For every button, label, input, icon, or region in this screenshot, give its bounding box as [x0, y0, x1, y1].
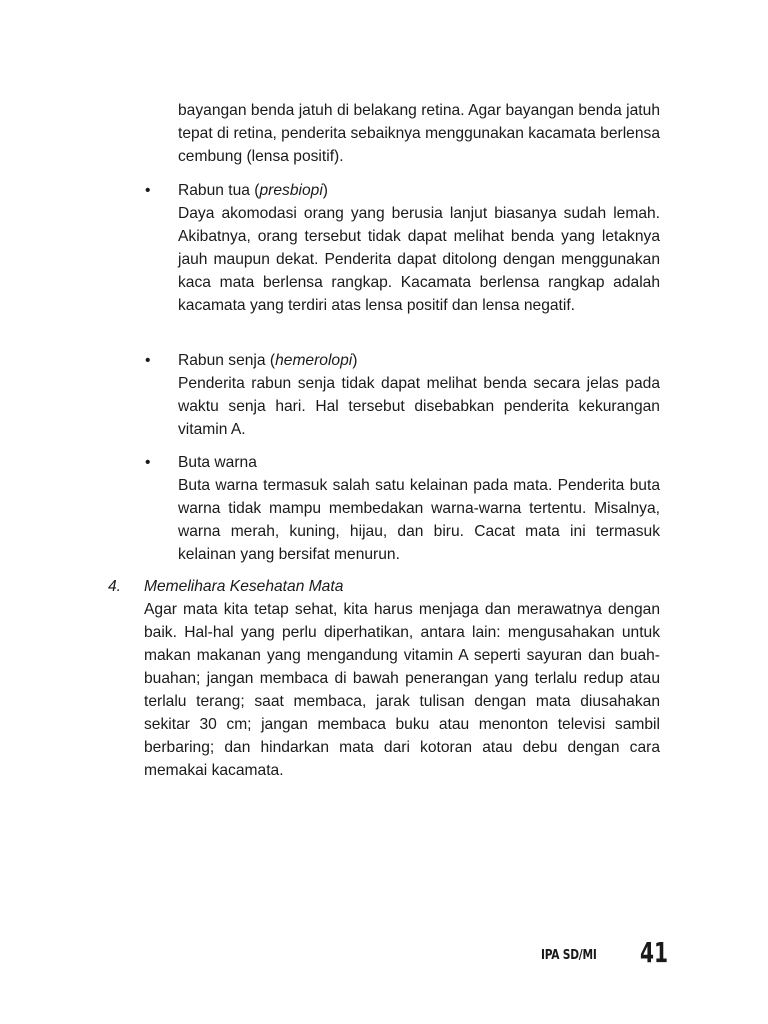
bullet-body [178, 349, 660, 441]
bullet-term: hemerolopi [275, 352, 353, 369]
section-body [144, 575, 660, 782]
bullet-body [178, 451, 660, 566]
bullet-term: presbiopi [259, 182, 323, 199]
bullet-text: Daya akomodasi orang yang berusia lanjut biasanya sudah lemah. Akibatnya, orang tersebut tidak dapat melihat benda yang letaknya jauh maupun dekat. Penderita dapat ditolong dengan menggunakan kaca mata berlensa rangkap. Kacamata berlensa rangkap adalah kacamata yang terdiri atas lensa positif dan lensa negatif. [178, 205, 660, 314]
bullet-icon: • [145, 352, 151, 369]
footer-book-label: IPA SD/MI [541, 948, 597, 963]
bullet-title: Buta warna [178, 454, 257, 471]
footer-page-number: 41 [640, 936, 669, 969]
continuation-paragraph: bayangan benda jatuh di belakang retina. Agar bayangan benda jatuh tepat di retina, penderita sebaiknya menggunakan kacamata berlensa cembung (lensa positif). [178, 102, 660, 165]
bullet-icon: • [145, 182, 151, 199]
bullet-text: Buta warna termasuk salah satu kelainan pada mata. Penderita buta warna tidak mampu membedakan warna-warna tertentu. Misalnya, warna merah, kuning, hijau, dan biru. Cacat mata ini termasuk kelainan yang bersifat menurun. [178, 477, 660, 563]
bullet-icon: • [145, 454, 151, 471]
section-text: Agar mata kita tetap sehat, kita harus menjaga dan merawatnya dengan baik. Hal-hal yang perlu diperhatikan, antara lain: mengusahakan untuk makan makanan yang mengandung vitamin A seperti sayuran dan buah-buahan; jangan membaca di bawah penerangan yang terlalu redup atau terlalu terang; saat membaca, jarak tulisan dengan mata diusahakan sekitar 30 cm; jangan membaca buku atau menonton televisi sambil berbaring; dan hindarkan mata dari kotoran atau debu dengan cara memakai kacamata. [144, 601, 660, 779]
bullet-title: Rabun senja (hemerolopi) [178, 352, 358, 369]
bullet-title: Rabun tua (presbiopi) [178, 182, 328, 199]
bullet-body [178, 179, 660, 317]
section-title: Memelihara Kesehatan Mata [144, 578, 344, 595]
bullet-text: Penderita rabun senja tidak dapat melihat benda secara jelas pada waktu senja hari. Hal tersebut disebabkan penderita kekurangan vitamin A. [178, 375, 660, 438]
section-number: 4. [108, 578, 122, 595]
